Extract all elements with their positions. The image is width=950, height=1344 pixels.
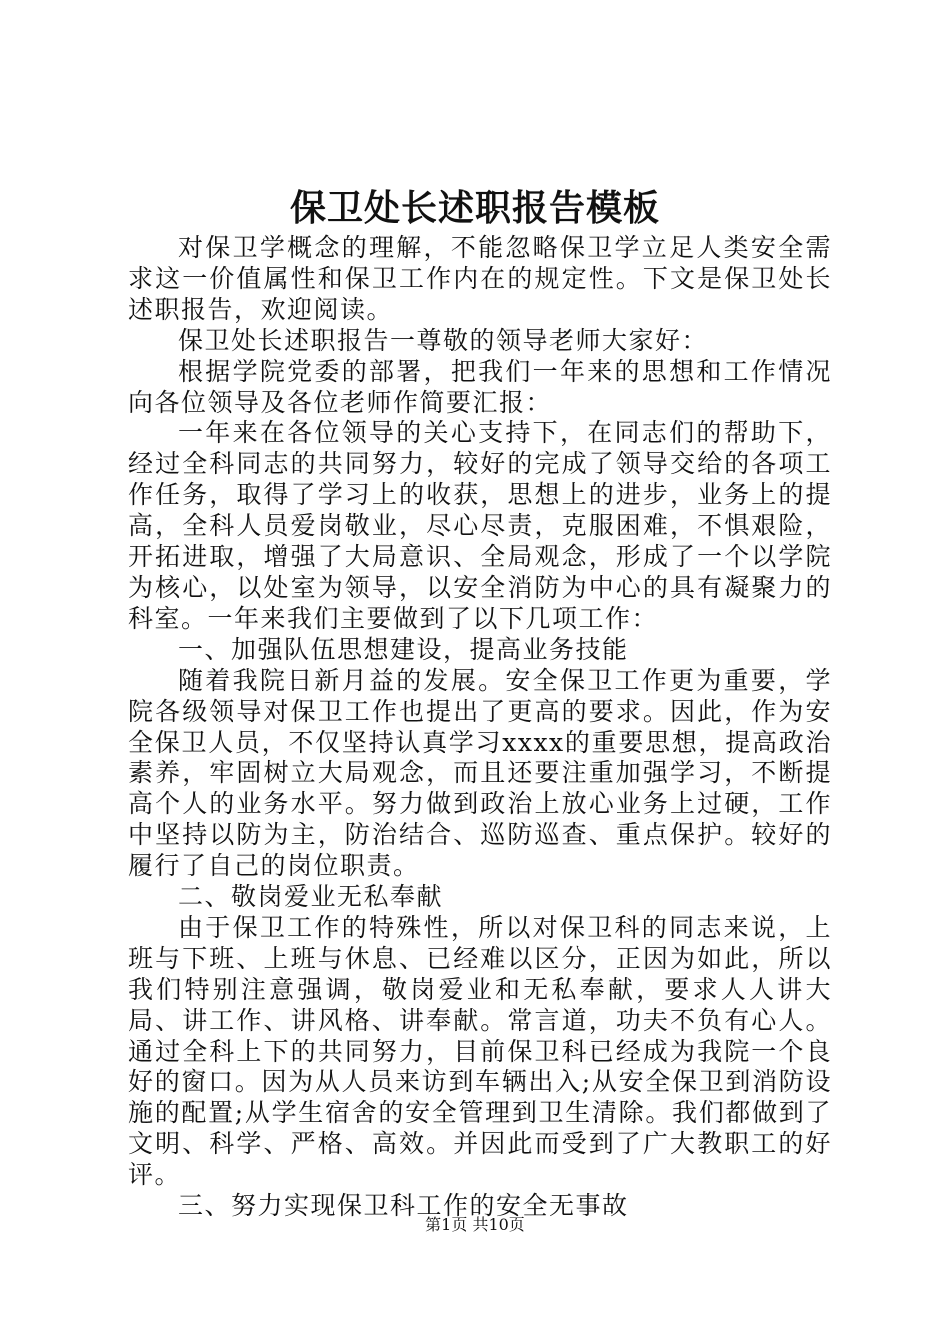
paragraph-greeting: 保卫处长述职报告一尊敬的领导老师大家好： xyxy=(178,325,709,355)
page-number-footer: 第1页 共10页 xyxy=(425,1215,525,1234)
paragraph-report-intro: 根据学院党委的部署，把我们一年来的思想和工作情况向各位领导及各位老师作简要汇报： xyxy=(128,356,832,417)
paragraph-section-1: 随着我院日新月益的发展。安全保卫工作更为重要，学院各级领导对保卫工作也提出了更高的要求。因此，作为安全保卫人员，不仅坚持认真学习xxxx的重要思想，提高政治素养，牢固树立大局观念，而且还要注重加强学习，不断提高个人的业务水平。努力做到政治上放心业务上过硬，工作中坚持以防为主，防治结合、巡防巡查、重点保护。较好的履行了自己的岗位职责。 xyxy=(128,665,832,881)
section-heading-3: 三、努力实现保卫科工作的安全无事故 xyxy=(178,1191,629,1221)
paragraph-section-2: 由于保卫工作的特殊性，所以对保卫科的同志来说，上班与下班、上班与休息、已经难以区分，正因为如此，所以我们特别注意强调，敬岗爱业和无私奉献，要求人人讲大局、讲工作、讲风格、讲奉献。常言道，功夫不负有心人。通过全科上下的共同努力，目前保卫科已经成为我院一个良好的窗口。因为从人员来访到车辆出入;从安全保卫到消防设施的配置;从学生宿舍的安全管理到卫生清除。我们都做到了文明、科学、严格、高效。并因此而受到了广大教职工的好评。 xyxy=(128,912,832,1190)
paragraph-summary: 一年来在各位领导的关心支持下，在同志们的帮助下，经过全科同志的共同努力，较好的完成了领导交给的各项工作任务，取得了学习上的收获，思想上的进步，业务上的提高，全科人员爱岗敬业，尽心尽责，克服困难，不惧艰险，开拓进取，增强了大局意识、全局观念，形成了一个以学院为核心，以处室为领导，以安全消防为中心的具有凝聚力的科室。一年来我们主要做到了以下几项工作： xyxy=(128,418,832,633)
document-body xyxy=(128,233,832,1222)
section-heading-1: 一、加强队伍思想建设，提高业务技能 xyxy=(178,634,629,664)
section-heading-2: 二、敬岗爱业无私奉献 xyxy=(178,882,444,912)
document-title: 保卫处长述职报告模板 xyxy=(289,187,660,229)
paragraph-intro: 对保卫学概念的理解，不能忽略保卫学立足人类安全需求这一价值属性和保卫工作内在的规定性。下文是保卫处长述职报告，欢迎阅读。 xyxy=(128,233,832,324)
